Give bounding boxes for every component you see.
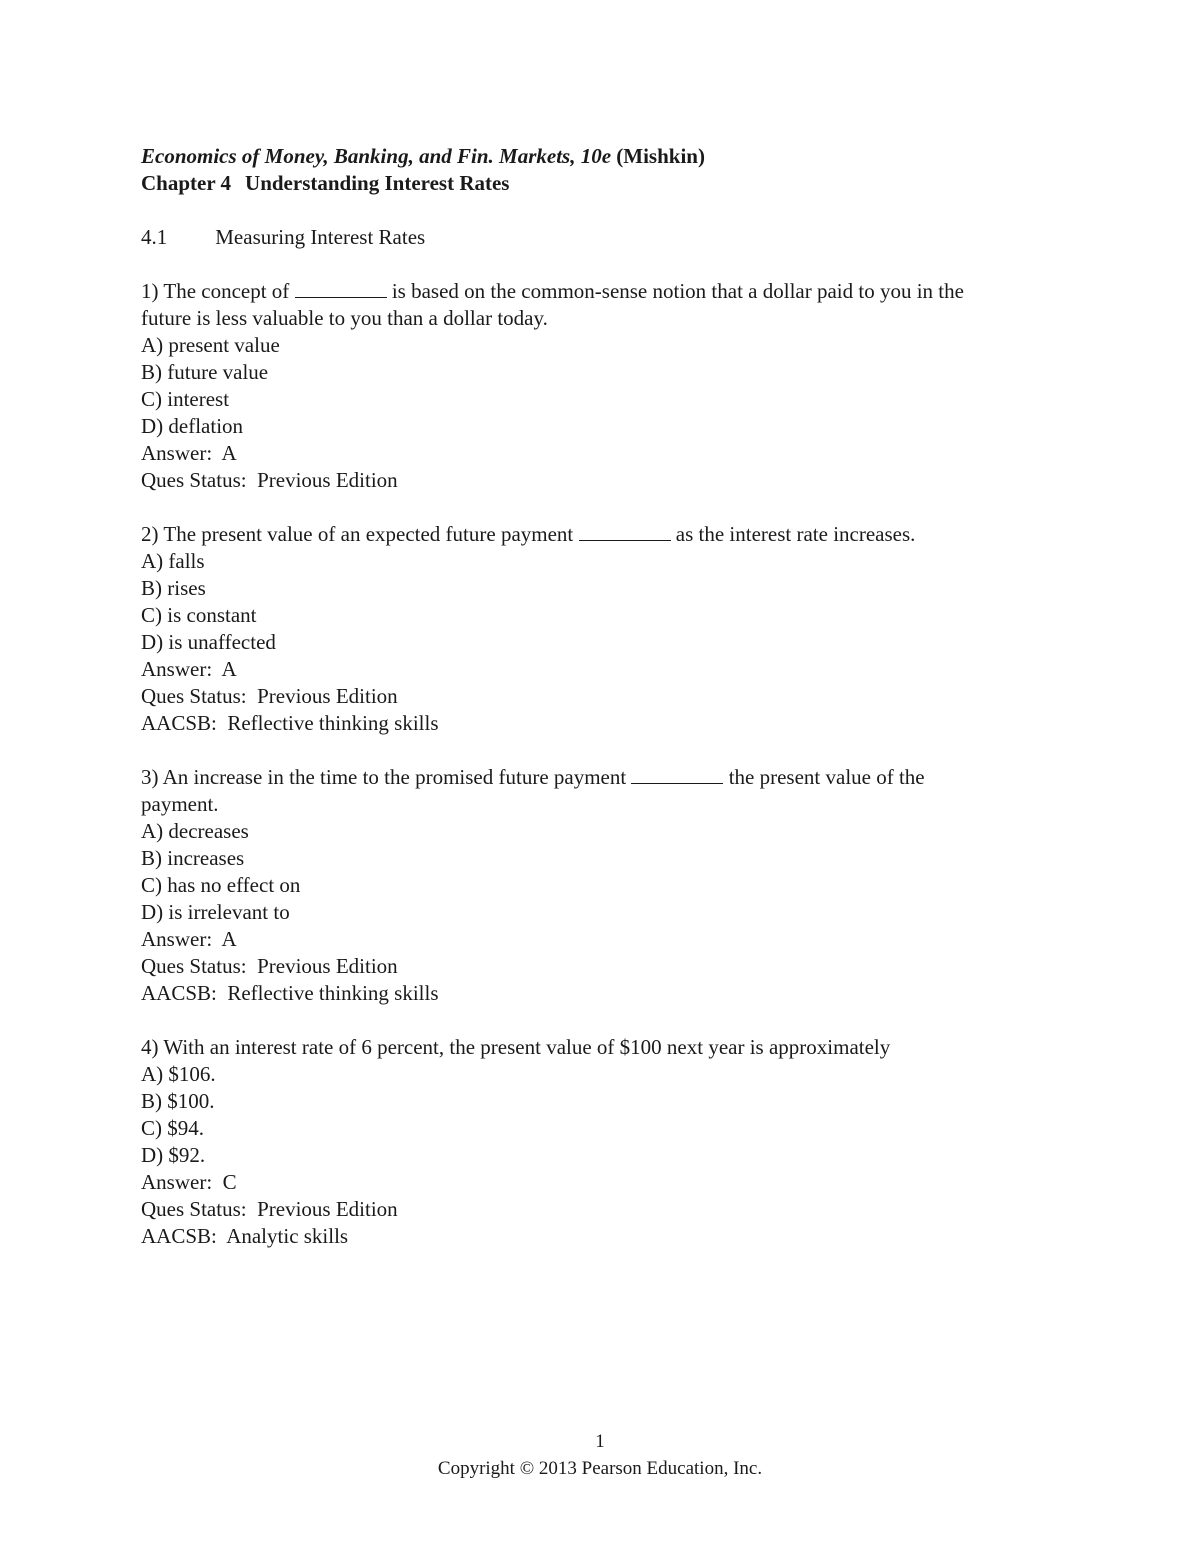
option-b: B) rises — [141, 576, 206, 600]
option-d: D) is irrelevant to — [141, 900, 290, 924]
chapter-title: Understanding Interest Rates — [245, 171, 510, 195]
book-author: (Mishkin) — [611, 144, 705, 168]
answer-blank — [579, 522, 671, 541]
aacsb-line: AACSB: Reflective thinking skills — [141, 981, 439, 1005]
answer-line: Answer: C — [141, 1170, 237, 1194]
status-line: Ques Status: Previous Edition — [141, 684, 398, 708]
option-c: C) has no effect on — [141, 873, 301, 897]
option-a: A) $106. — [141, 1062, 216, 1086]
stem-text: the present value of the — [723, 765, 925, 789]
option-b: B) $100. — [141, 1089, 215, 1113]
section-title: Measuring Interest Rates — [215, 225, 426, 249]
question-stem-continued: future is less valuable to you than a dollar today. — [141, 306, 548, 330]
aacsb-line: AACSB: Analytic skills — [141, 1224, 349, 1248]
question-2 — [141, 521, 1081, 737]
stem-text: 1) The concept of — [141, 279, 295, 303]
answer-line: Answer: A — [141, 927, 237, 951]
option-b: B) future value — [141, 360, 269, 384]
option-a: A) decreases — [141, 819, 249, 843]
option-c: C) interest — [141, 387, 230, 411]
stem-text: 2) The present value of an expected future payment — [141, 522, 579, 546]
question-stem-continued: payment. — [141, 792, 219, 816]
status-line: Ques Status: Previous Edition — [141, 1197, 398, 1221]
option-b: B) increases — [141, 846, 245, 870]
answer-line: Answer: A — [141, 657, 237, 681]
section-number: 4.1 — [141, 225, 168, 249]
stem-text: 3) An increase in the time to the promised future payment — [141, 765, 632, 789]
option-c: C) $94. — [141, 1116, 204, 1140]
question-3 — [141, 764, 1081, 1007]
question-1 — [141, 278, 1081, 494]
option-d: D) deflation — [141, 414, 244, 438]
book-title — [141, 143, 1081, 170]
question-stem — [141, 764, 1081, 791]
aacsb-line: AACSB: Reflective thinking skills — [141, 711, 439, 735]
stem-text: is based on the common-sense notion that a dollar paid to you in the — [386, 279, 964, 303]
option-d: D) $92. — [141, 1143, 206, 1167]
answer-line: Answer: A — [141, 441, 237, 465]
question-4 — [141, 1034, 1081, 1250]
option-a: A) falls — [141, 549, 205, 573]
option-c: C) is constant — [141, 603, 257, 627]
status-line: Ques Status: Previous Edition — [141, 954, 398, 978]
copyright-notice: Copyright © 2013 Pearson Education, Inc. — [437, 1458, 763, 1479]
document-body — [141, 143, 1081, 1250]
question-stem — [141, 521, 1081, 548]
question-stem: 4) With an interest rate of 6 percent, the present value of $100 next year is approximately — [141, 1035, 891, 1059]
section-heading — [141, 224, 1081, 251]
option-d: D) is unaffected — [141, 630, 276, 654]
chapter-number: Chapter 4 — [141, 171, 232, 195]
book-title-italic: Economics of Money, Banking, and Fin. Markets, 10e — [141, 144, 612, 168]
option-a: A) present value — [141, 333, 280, 357]
status-line: Ques Status: Previous Edition — [141, 468, 398, 492]
page-number: 1 — [595, 1431, 605, 1452]
question-stem — [141, 278, 1081, 305]
answer-blank — [295, 279, 387, 298]
answer-blank — [631, 765, 723, 784]
chapter-heading — [141, 170, 1081, 197]
stem-text: as the interest rate increases. — [670, 522, 916, 546]
